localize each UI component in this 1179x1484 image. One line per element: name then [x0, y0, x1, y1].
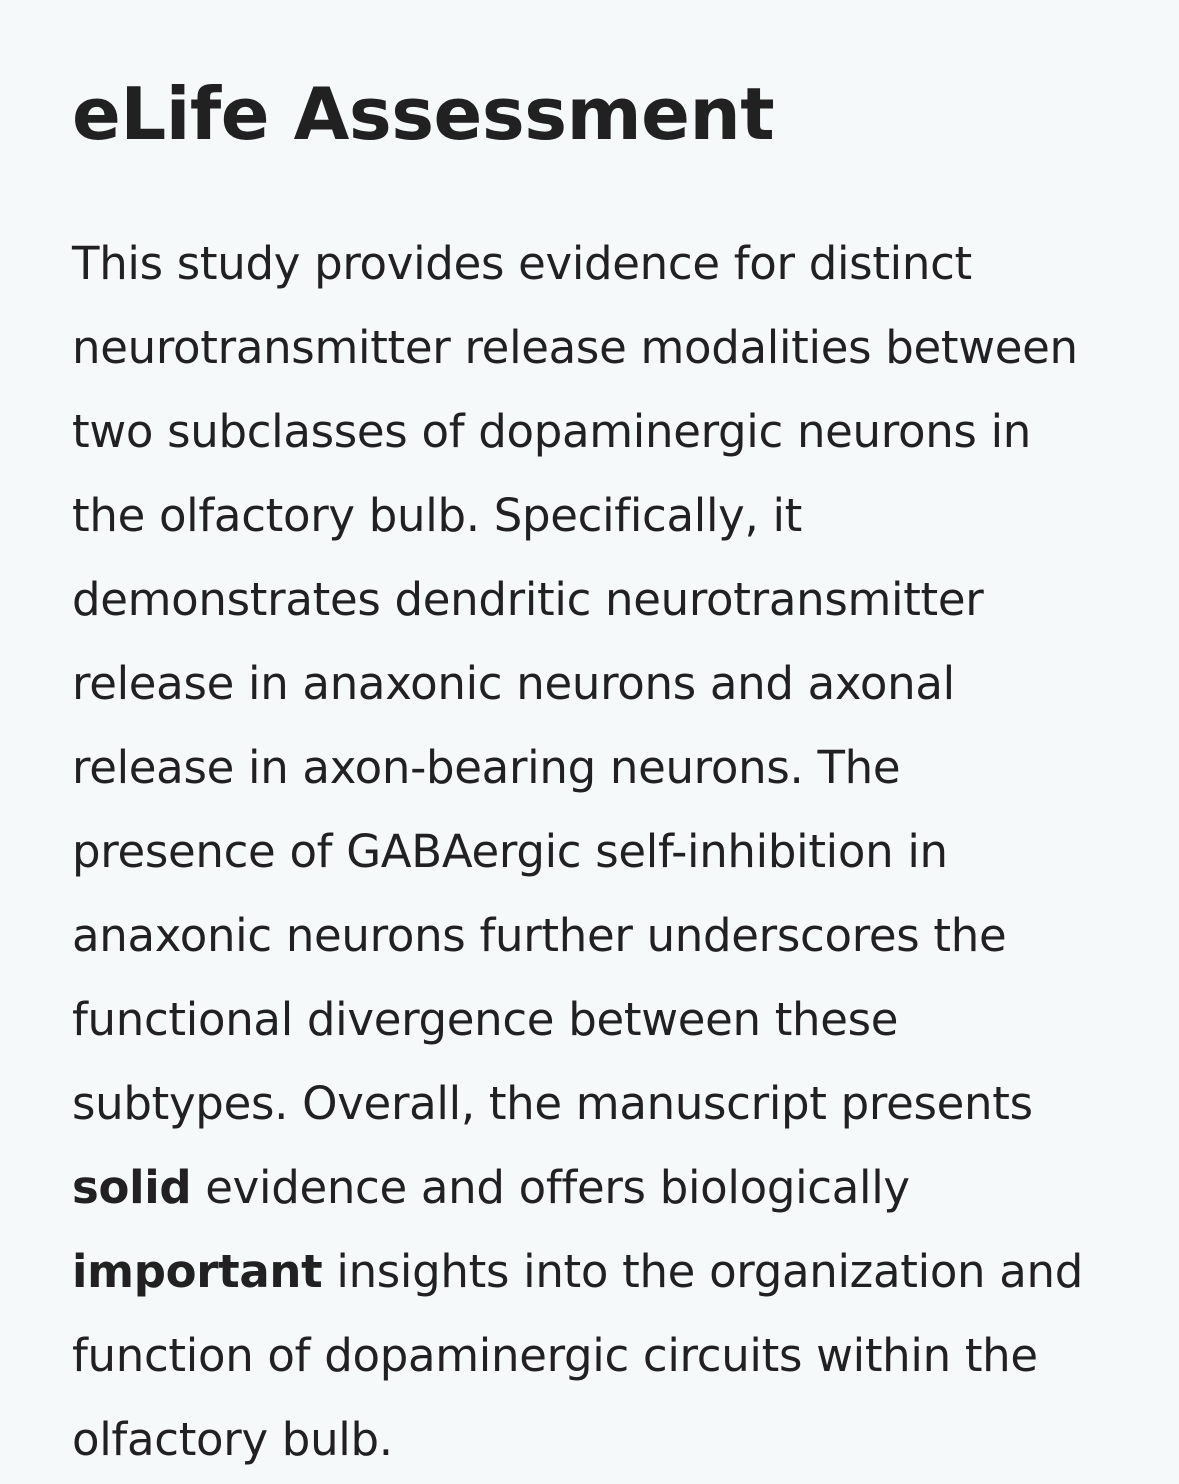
paragraph-line: subtypes. Overall, the manuscript presents	[72, 1077, 1033, 1130]
paragraph-line: function of dopaminergic circuits within the	[72, 1329, 1038, 1382]
strength-term-solid: solid	[72, 1161, 192, 1214]
paragraph-line: the olfactory bulb. Specifically, it	[72, 489, 803, 542]
paragraph-line: neurotransmitter release modalities between	[72, 321, 1078, 374]
paragraph-line: two subclasses of dopaminergic neurons in	[72, 405, 1032, 458]
paragraph-line: presence of GABAergic self-inhibition in	[72, 825, 948, 878]
paragraph-line: release in axon-bearing neurons. The	[72, 741, 901, 794]
paragraph-line: anaxonic neurons further underscores the	[72, 909, 1007, 962]
paragraph-line: This study provides evidence for distinct	[72, 237, 972, 290]
paragraph-line-text: insights into the organization and	[322, 1245, 1084, 1298]
paragraph-line: demonstrates dendritic neurotransmitter	[72, 573, 984, 626]
paragraph-line: olfactory bulb.	[72, 1413, 393, 1466]
paragraph-line	[72, 1230, 1119, 1314]
paragraph-line	[72, 1146, 1119, 1230]
paragraph-line-text: evidence and offers biologically	[191, 1161, 910, 1214]
paragraph-line: release in anaxonic neurons and axonal	[72, 657, 955, 710]
assessment-paragraph	[72, 222, 1119, 1482]
page-title: eLife Assessment	[72, 72, 775, 156]
significance-term-important: important	[72, 1245, 323, 1298]
paragraph-line: functional divergence between these	[72, 993, 899, 1046]
